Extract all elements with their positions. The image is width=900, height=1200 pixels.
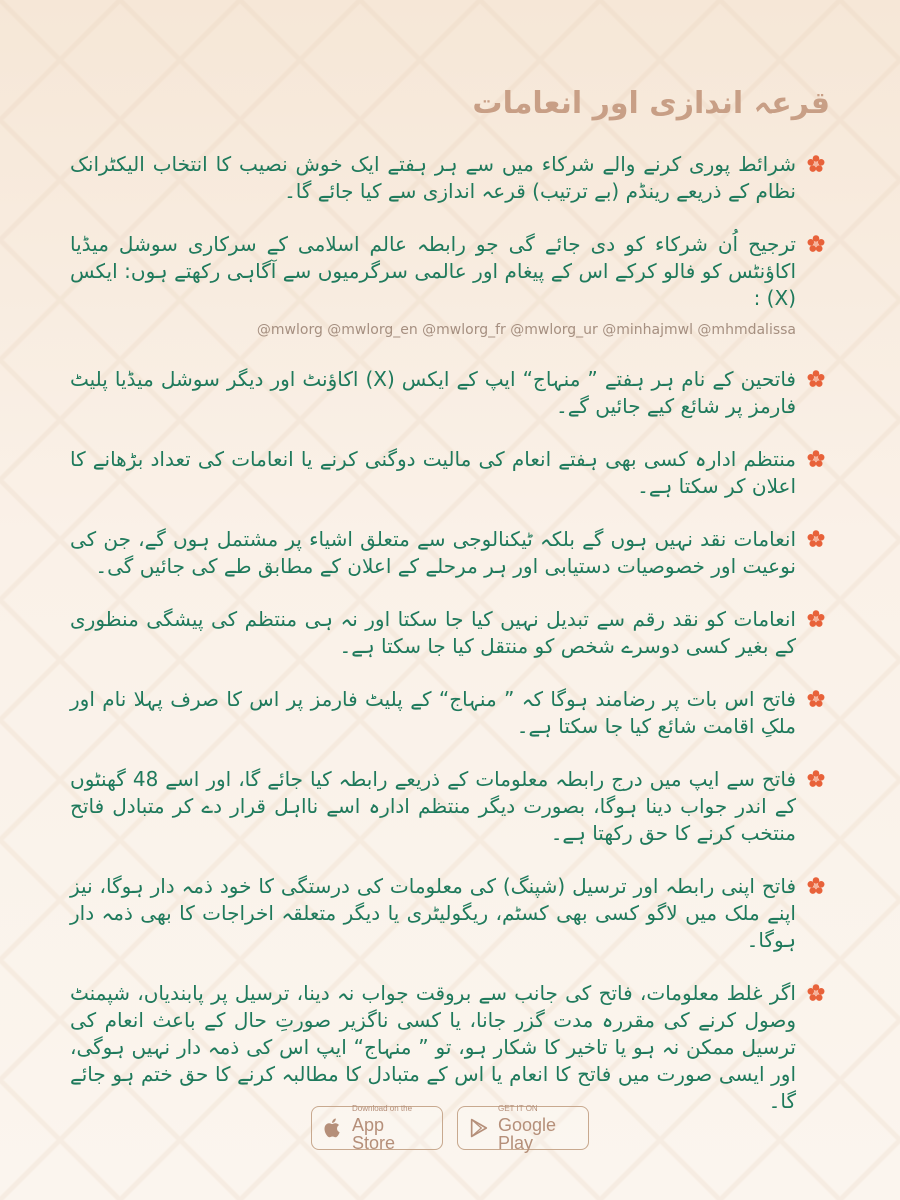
list-item-text: ترجیح اُن شرکاء کو دی جائے گی جو رابطہ عالم اسلامی کے سرکاری سوشل میڈیا اکاؤنٹس کو فالو کرکے اس کے پیغام اور عالمی سرگرمیوں سے آگاہی رکھتے ہوں: ایکس (X) :	[70, 232, 796, 310]
google-play-label: Google Play	[498, 1114, 557, 1153]
google-play-text	[498, 1105, 578, 1152]
app-store-label: App Store	[352, 1114, 396, 1153]
app-store-small-label: Download on the	[352, 1103, 413, 1113]
list-item-text: منتظم ادارہ کسی بھی ہفتے انعام کی مالیت دوگنی کرنے یا انعامات کی تعداد بڑھانے کا اعلان کر سکتا ہے۔	[70, 447, 796, 498]
list-item	[70, 766, 830, 847]
flower-bullet-icon	[806, 876, 826, 896]
social-handles: @mwlorg @mwlorg_en @mwlorg_fr @mwlorg_ur @minhajmwl @mhmdalissa	[256, 322, 796, 338]
list-item	[70, 980, 830, 1115]
flower-bullet-icon	[806, 529, 826, 549]
app-store-badge[interactable]	[311, 1103, 443, 1153]
store-badges	[0, 1103, 900, 1153]
play-triangle-icon	[468, 1117, 490, 1139]
google-play-small-label: GET IT ON	[498, 1103, 538, 1113]
flower-bullet-icon	[806, 449, 826, 469]
list-item	[70, 873, 830, 954]
list-item-text: انعامات کو نقد رقم سے تبدیل نہیں کیا جا سکتا اور نہ ہی منتظم کی پیشگی منظوری کے بغیر کسی دوسرے شخص کو منتقل کیا جا سکتا ہے۔	[70, 607, 796, 658]
list-item-text: شرائط پوری کرنے والے شرکاء میں سے ہر ہفتے ایک خوش نصیب کا انتخاب الیکٹرانک نظام کے ذریعے رینڈم (بے ترتیب) قرعہ اندازی سے کیا جائے گا۔	[70, 152, 796, 203]
list-item	[70, 686, 830, 740]
flower-bullet-icon	[806, 154, 826, 174]
flower-bullet-icon	[806, 609, 826, 629]
list-item	[70, 151, 830, 205]
google-play-badge[interactable]	[457, 1103, 589, 1153]
flower-bullet-icon	[806, 983, 826, 1003]
apple-icon	[322, 1117, 344, 1139]
list-item	[70, 446, 830, 500]
list-item-text: انعامات نقد نہیں ہوں گے بلکہ ٹیکنالوجی سے متعلق اشیاء پر مشتمل ہوں گے، جن کی نوعیت اور خصوصیات دستیابی اور ہر مرحلے کے اعلان کے مطابق طے کی جائیں گی۔	[70, 527, 796, 578]
flower-bullet-icon	[806, 689, 826, 709]
list-item	[70, 231, 830, 340]
content	[70, 86, 830, 1141]
list-item-text: فاتحین کے نام ہر ہفتے ” منہاج“ ایپ کے ایکس (X) اکاؤنٹ اور دیگر سوشل میڈیا پلیٹ فارمز پر شائع کیے جائیں گے۔	[70, 367, 796, 418]
list-item-text: فاتح اپنی رابطہ اور ترسیل (شپنگ) کی معلومات کی درستگی کا خود ذمہ دار ہوگا، نیز اپنے ملک میں لاگو کسی بھی کسٹم، ریگولیٹری یا دیگر متعلقہ اخراجات کا بھی ذمہ دار ہوگا۔	[70, 874, 796, 952]
app-store-text	[352, 1105, 432, 1152]
flower-bullet-icon	[806, 769, 826, 789]
list-item	[70, 606, 830, 660]
list-item-text: اگر غلط معلومات، فاتح کی جانب سے بروقت جواب نہ دینا، ترسیل پر پابندیاں، شپمنٹ وصول کرنے کی مقررہ مدت گزر جانا، یا کسی ناگزیر صورتِ حال کے باعث انعام کی ترسیل ممکن نہ ہو یا تاخیر کا شکار ہو، تو ” منہاج“ ایپ اس کی ذمہ دار نہیں ہوگی، اور ایسی صورت میں فاتح کا انعام یا اس کے متبادل کا مطالبہ کرنے کا حق ختم ہو جائے گا۔	[70, 981, 796, 1113]
list-item	[70, 366, 830, 420]
page-title: قرعہ اندازی اور انعامات	[472, 86, 830, 121]
list-item-text: فاتح سے ایپ میں درج رابطہ معلومات کے ذریعے رابطہ کیا جائے گا، اور اسے 48 گھنٹوں کے اندر جواب دینا ہوگا، بصورت دیگر منتظم ادارہ اسے نااہل قرار دے کر متبادل فاتح منتخب کرنے کا حق رکھتا ہے۔	[70, 767, 797, 845]
list-item-text: فاتح اس بات پر رضامند ہوگا کہ ” منہاج“ کے پلیٹ فارمز پر اس کا صرف پہلا نام اور ملکِ اقامت شائع کیا جا سکتا ہے۔	[70, 687, 796, 738]
list-item	[70, 526, 830, 580]
flower-bullet-icon	[806, 234, 826, 254]
flower-bullet-icon	[806, 369, 826, 389]
